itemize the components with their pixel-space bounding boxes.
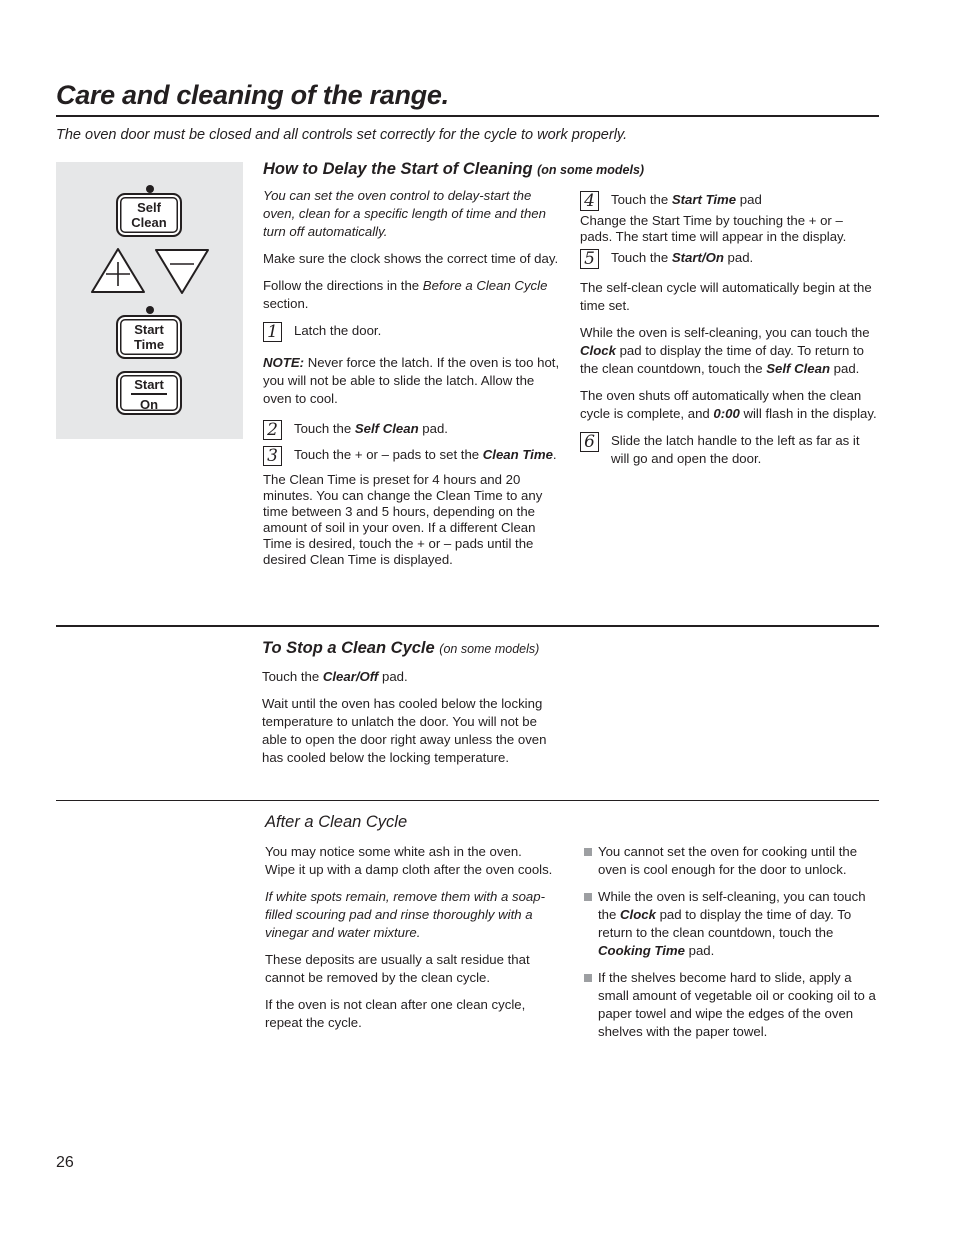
after-column-right — [582, 843, 878, 1050]
start-time-pad: Start Time — [116, 315, 182, 359]
delay-column-left — [263, 187, 563, 577]
step-3: 3 Touch the + or – pads to set the Clean Time. — [263, 446, 563, 466]
indicator-dot — [146, 306, 154, 314]
delay-while: While the oven is self-cleaning, you can touch the Clock pad to display the time of day. To return to the clean countdown, touch the Self Clean pad. — [580, 325, 870, 376]
step-number: 3 — [263, 446, 282, 466]
bullet-square — [584, 893, 592, 901]
delay-change: Change the Start Time by touching the + or – pads. The start time will appear in the display. — [580, 213, 847, 244]
step-5: 5 Touch the Start/On pad. — [580, 249, 878, 269]
start-on-divider — [131, 393, 167, 395]
step-6: 6 Slide the latch handle to the left as far as it will go and open the door. — [580, 432, 878, 468]
start-on-pad: Start On — [116, 371, 182, 415]
section-divider — [56, 800, 879, 801]
step-1: 1 Latch the door. — [263, 322, 563, 342]
bullet-item: If the shelves become hard to slide, apply a small amount of vegetable oil or cooking oil to a paper towel and wipe the edges of the oven shelves with the paper towel. — [582, 969, 878, 1041]
page-subtitle: The oven door must be closed and all controls set correctly for the cycle to work properly. — [56, 127, 628, 143]
delay-auto: The self-clean cycle will automatically begin at the time set. — [580, 280, 872, 313]
control-panel-illustration — [56, 162, 243, 439]
minus-pad-icon — [156, 250, 208, 293]
delay-shuts: The oven shuts off automatically when the clean cycle is complete, and 0:00 will flash in the display. — [580, 388, 877, 421]
after-heading: After a Clean Cycle — [265, 813, 408, 831]
delay-note: NOTE: Never force the latch. If the oven is too hot, you will not be able to slide the latch. Allow the oven to cool. — [263, 355, 560, 406]
stop-wait: Wait until the oven has cooled below the locking temperature to unlatch the door. You will not be able to open the door right away unless the oven has cooled below the locking temperature. — [262, 696, 547, 765]
delay-intro: You can set the oven control to delay-start the oven, clean for a specific length of time and then turn off automatically. — [263, 188, 546, 239]
step-number: 6 — [580, 432, 599, 452]
stop-heading: To Stop a Clean Cycle (on some models) — [262, 639, 540, 657]
self-clean-pad: Self Clean — [116, 193, 182, 237]
delay-column-right — [580, 191, 878, 474]
after-spots: If white spots remain, remove them with a soap-filled scouring pad and rinse thoroughly with a vinegar and water mixture. — [265, 889, 545, 940]
bullet-square — [584, 974, 592, 982]
indicator-dot — [146, 185, 154, 193]
delay-follow: Follow the directions in the Before a Clean Cycle section. — [263, 278, 548, 311]
step-number: 4 — [580, 191, 599, 211]
step-number: 1 — [263, 322, 282, 342]
page-title: Care and cleaning of the range. — [56, 80, 449, 110]
stop-touch: Touch the Clear/Off pad. — [262, 669, 408, 684]
bullet-item: While the oven is self-cleaning, you can touch the Clock pad to display the time of day. To return to the clean countdown, touch the Cooking Time pad. — [582, 888, 878, 960]
plus-minus-pads — [90, 246, 212, 296]
after-ash: You may notice some white ash in the oven. Wipe it up with a damp cloth after the oven cools. — [265, 844, 553, 877]
bullet-item: You cannot set the oven for cooking until the oven is cool enough for the door to unlock. — [582, 843, 878, 879]
bullet-square — [584, 848, 592, 856]
delay-clock: Make sure the clock shows the correct time of day. — [263, 251, 559, 266]
delay-preset: The Clean Time is preset for 4 hours and 20 minutes. You can change the Clean Time to any time between 3 and 5 hours, depending on the amount of soil in your oven. If a different Clean Time is desired, touch the + or – pads until the desired Clean Time is displayed. — [263, 472, 543, 567]
step-number: 2 — [263, 420, 282, 440]
after-column-left — [265, 843, 555, 1041]
page-number: 26 — [56, 1154, 74, 1171]
step-4: 4 Touch the Start Time pad — [580, 191, 878, 211]
step-2: 2 Touch the Self Clean pad. — [263, 420, 563, 440]
after-deposits: These deposits are usually a salt residue that cannot be removed by the clean cycle. — [265, 952, 530, 985]
title-rule — [56, 115, 879, 117]
section-divider — [56, 625, 879, 627]
step-number: 5 — [580, 249, 599, 269]
after-repeat: If the oven is not clean after one clean cycle, repeat the cycle. — [265, 997, 526, 1030]
delay-heading: How to Delay the Start of Cleaning (on some models) — [263, 160, 645, 178]
stop-column — [262, 668, 552, 776]
